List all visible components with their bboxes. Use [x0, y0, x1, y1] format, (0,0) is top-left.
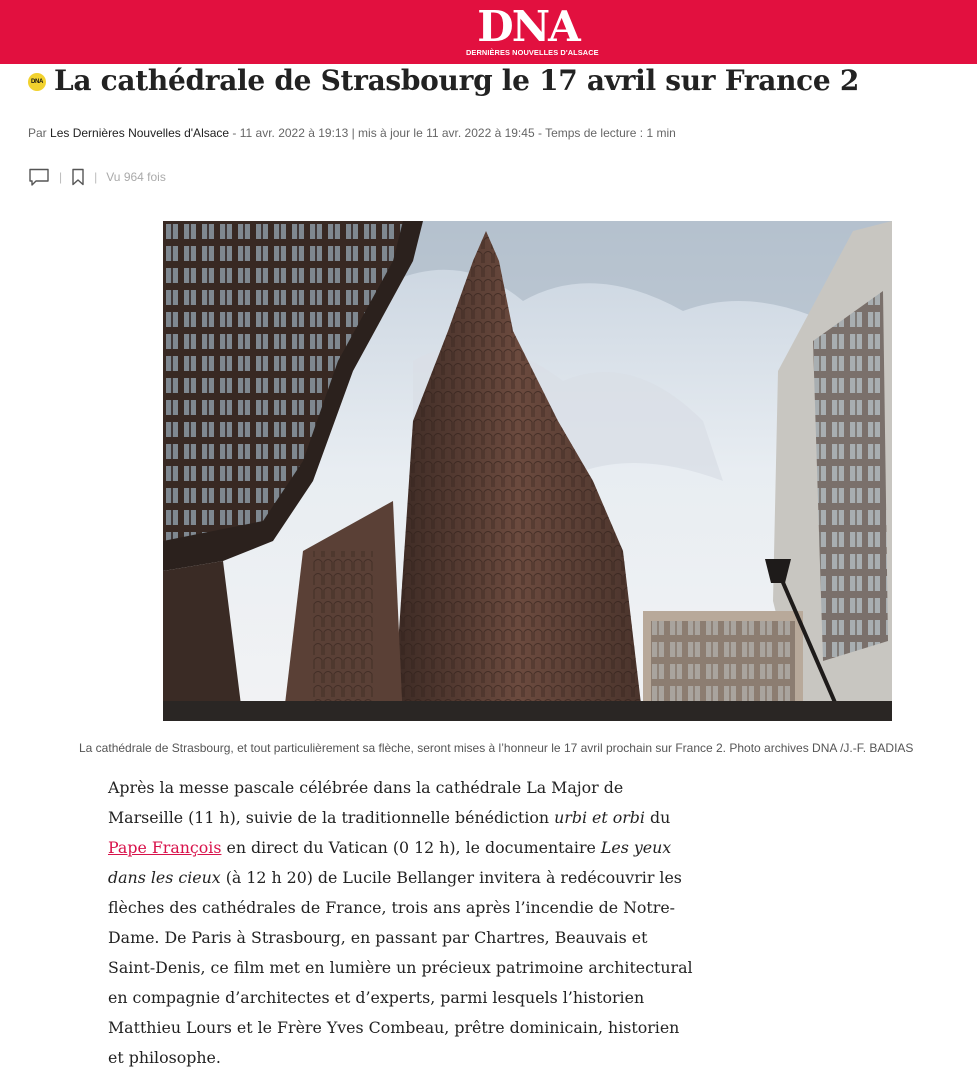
body-text-segment: en direct du Vatican (0 12 h), le documentaire	[221, 838, 601, 857]
body-text-segment: Après la messe pascale célébrée dans la cathédrale La Major de Marseille (11 h), suivie de la traditionnelle bénédiction	[108, 778, 624, 827]
body-text-segment: du	[644, 808, 671, 827]
bookmark-icon[interactable]	[71, 168, 85, 186]
pape-francois-link[interactable]: Pape François	[108, 838, 222, 857]
site-header	[0, 0, 977, 64]
byline-author[interactable]: Les Dernières Nouvelles d'Alsace	[50, 126, 230, 140]
article-body	[108, 773, 698, 1073]
article-actions	[28, 166, 166, 188]
separator: |	[59, 170, 63, 184]
logo-wordmark: DNA	[477, 2, 579, 51]
comment-icon[interactable]	[28, 167, 50, 187]
body-text-segment: (à 12 h 20) de Lucile Bellanger invitera à redécouvrir les flèches des cathédrales de France, trois ans après l’incendie de Notre-Dame. De Paris à Strasbourg, en passant par Chartres, Beauvais et Saint-Denis, ce film met en lumière un précieux patrimoine architectural en compagnie d’architectes et d’experts, parmi lesquels l’historien Matthieu Lours et le Frère Yves Combeau, prêtre dominicain, historien et philosophe.	[108, 868, 693, 1067]
image-caption: La cathédrale de Strasbourg, et tout particulièrement sa flèche, seront mises à l’honneur le 17 avril prochain sur France 2. Photo archives DNA /J.-F. BADIAS	[79, 741, 914, 755]
body-emphasis: urbi et orbi	[554, 808, 645, 827]
article-title: La cathédrale de Strasbourg le 17 avril sur France 2	[54, 64, 860, 97]
separator: |	[94, 170, 98, 184]
cathedral-photo	[163, 221, 892, 721]
views-count: Vu 964 fois	[106, 170, 166, 184]
logo-subtitle: DERNIÈRES NOUVELLES D'ALSACE	[466, 48, 599, 57]
dna-logo-link[interactable]	[466, 2, 599, 58]
dna-badge-icon: DNA	[28, 73, 46, 91]
byline-prefix: Par	[28, 126, 47, 140]
documentary-title: Les yeux dans les cieux	[108, 838, 672, 887]
byline-meta: - 11 avr. 2022 à 19:13 | mis à jour le 11 avr. 2022 à 19:45 - Temps de lecture : 1 min	[229, 126, 676, 140]
article-byline	[28, 125, 676, 141]
